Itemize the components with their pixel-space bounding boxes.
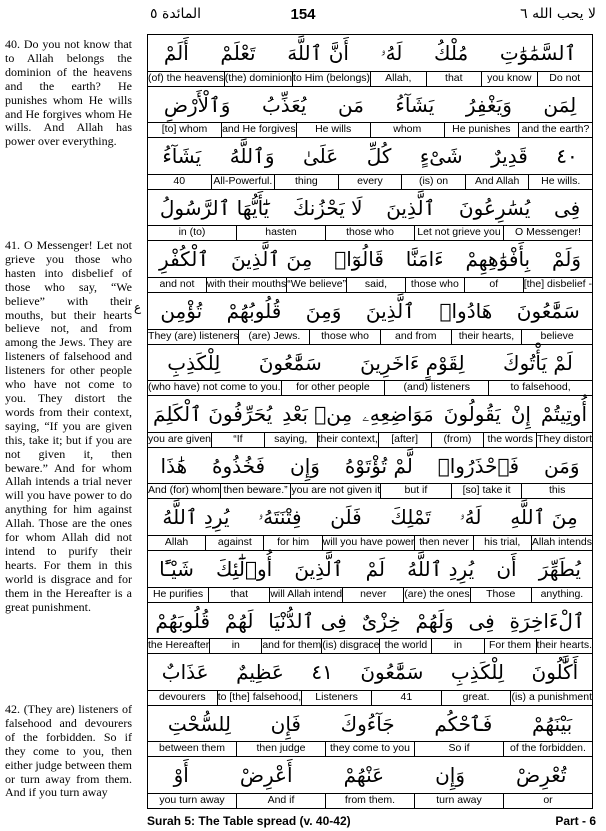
english-word: hasten <box>236 226 325 240</box>
arabic-word: وَإِن <box>435 763 466 788</box>
english-line <box>148 535 592 550</box>
arabic-word: لَّمْ تُؤْتَوْهُ <box>344 453 413 478</box>
english-word: you are given <box>147 432 212 445</box>
english-word: anything. <box>531 588 592 602</box>
verse-row <box>147 137 593 190</box>
arabic-word: فِى ٱلدُّنْيَا <box>268 608 347 633</box>
arabic-word: يُرِدِ ٱللَّهُ <box>407 557 475 581</box>
arabic-line <box>148 551 592 587</box>
verse-row <box>147 292 593 345</box>
arabic-word: مَوَاضِعِهِۦ <box>362 402 434 427</box>
english-word: [the] disbelief - <box>523 277 592 290</box>
english-word: [to] whom <box>161 123 208 136</box>
arabic-word: شَىْءٍ <box>419 144 463 169</box>
english-word: the world <box>379 639 431 653</box>
juz-name-arabic: لا يحب الله ٦ <box>520 6 596 22</box>
footer-title: Surah 5: The Table spread (v. 40-42) <box>147 814 351 828</box>
arabic-word: سَمَّٰعُونَ <box>516 299 580 323</box>
english-word: in <box>209 639 261 653</box>
arabic-line <box>148 138 592 174</box>
english-line <box>148 587 592 602</box>
verse-row <box>147 86 593 139</box>
arabic-word: قَالُوٓا۟ <box>334 247 384 272</box>
english-word: those who <box>309 330 380 344</box>
english-word: They distort <box>537 432 592 445</box>
arabic-line <box>148 448 592 484</box>
arabic-word: عَلَىٰ <box>302 144 339 169</box>
english-word: (is) on <box>401 175 465 189</box>
english-word: their hearts, <box>451 330 522 344</box>
english-word: to Him (belongs) <box>293 71 371 84</box>
english-word: then judge <box>236 742 325 756</box>
verse-row <box>147 34 593 87</box>
english-word: He purifies <box>152 587 204 600</box>
arabic-word: ٱلسَّمَٰوَٰتِ <box>499 41 577 65</box>
arabic-word: أُوتِيتُمْ <box>540 402 588 427</box>
arabic-line <box>148 499 592 535</box>
verse-row <box>147 756 593 809</box>
arabic-word: أَوْ <box>173 763 189 788</box>
arabic-word: قَدِيرٌ <box>491 144 528 169</box>
verse-row <box>147 653 593 706</box>
arabic-word: سَمَّٰعُونَ <box>258 350 322 375</box>
english-word: For them <box>484 639 536 653</box>
page-footer <box>0 812 606 831</box>
english-word: He wills. <box>528 175 592 189</box>
arabic-word: أَلَمْ <box>163 41 189 65</box>
verse-row <box>147 240 593 293</box>
english-word: So if <box>414 742 503 756</box>
english-word: to [the] falsehood, <box>217 690 302 703</box>
english-line <box>148 483 592 498</box>
english-word: with their mouths <box>206 277 287 290</box>
english-word: every <box>338 175 402 189</box>
arabic-word: يُعَذِّبُ <box>261 92 307 117</box>
arabic-line <box>148 345 592 381</box>
english-word: 40 <box>173 174 186 187</box>
english-word: and for them <box>262 639 322 652</box>
english-word: And (for) whom <box>147 484 220 497</box>
english-line <box>148 690 592 705</box>
arabic-word: يَقُولُونَ <box>443 402 501 427</box>
arabic-word: وَإِن <box>290 453 320 478</box>
english-word: (the) dominion <box>224 71 293 84</box>
arabic-word: عَذَابٌ <box>161 660 209 685</box>
english-word: They (are) listeners <box>148 329 239 342</box>
english-word: O Messenger! <box>503 226 592 240</box>
english-word: whom <box>370 123 444 137</box>
english-word: between them <box>159 742 225 755</box>
arabic-word: مَن <box>337 92 364 117</box>
arabic-word: قُلُوبَهُمْ <box>155 608 211 633</box>
arabic-line <box>148 87 592 123</box>
english-word: that <box>208 588 269 602</box>
english-word: and the earth? <box>518 123 592 137</box>
arabic-word: جَآءُوكَ <box>340 711 395 736</box>
english-word: (from) <box>431 433 484 447</box>
arabic-word: لِلسُّحْتِ <box>167 711 231 736</box>
arabic-word: شَيْـًٔا <box>159 557 194 581</box>
arabic-word: ٤١ <box>311 660 333 685</box>
english-line <box>148 741 592 756</box>
arabic-word: فِتْنَتَهُۥ <box>258 505 302 530</box>
arabic-word: يُطَهِّرَ <box>538 557 581 581</box>
english-word: (are) Jews. <box>238 330 309 344</box>
english-word: their hearts. <box>536 639 592 652</box>
english-word: Allah <box>164 535 189 548</box>
english-word: “If <box>211 433 264 447</box>
english-word: And Allah <box>465 175 529 189</box>
arabic-word: لِمَن <box>543 92 577 117</box>
english-word: to falsehood, <box>488 381 592 395</box>
verse-row <box>147 498 593 551</box>
arabic-word: أَكَّٰلُونَ <box>531 660 579 685</box>
ruku-mark: ع <box>134 300 142 314</box>
arabic-word: أَنَّ ٱللَّهَ <box>287 41 349 65</box>
english-word: of the forbidden. <box>503 742 592 756</box>
arabic-line <box>148 190 592 226</box>
word-by-word-grid <box>147 34 593 808</box>
english-line <box>148 225 592 240</box>
arabic-word: تُؤْمِن <box>160 299 203 323</box>
english-word: that <box>426 72 481 86</box>
arabic-word: فَخُذُوهُ <box>212 453 266 478</box>
english-word: those who <box>405 278 464 292</box>
arabic-word: وَيَغْفِرُ <box>465 92 512 117</box>
english-word: their context, <box>317 432 378 445</box>
english-word: (is) disgrace <box>322 639 380 652</box>
arabic-word: عَنْهُمْ <box>343 763 385 788</box>
english-word: All-Powerful. <box>211 175 275 189</box>
arabic-word: هَادُوا۟ <box>439 299 493 323</box>
arabic-word: وَٱلْأَرْضِ <box>163 92 231 117</box>
english-word: devourers <box>158 690 206 703</box>
arabic-word: وَلَمْ <box>552 247 582 272</box>
english-word: Listeners <box>301 691 371 705</box>
english-word: those who <box>325 226 414 240</box>
english-word: for him <box>263 536 321 550</box>
arabic-word: ٤٠ <box>556 144 578 169</box>
english-word: [so] take it <box>451 484 522 498</box>
english-word: And if <box>236 794 325 808</box>
page-number: 154 <box>290 6 316 23</box>
arabic-word: لَمْ يَأْتُوكَ <box>502 350 573 375</box>
english-word: Allah intends <box>531 535 592 548</box>
english-word: for other people <box>281 381 385 395</box>
arabic-word: هَٰذَا <box>160 453 188 478</box>
arabic-word: أُو۟لَٰٓئِكَ <box>216 557 273 581</box>
arabic-word: لَمْ <box>365 557 385 581</box>
arabic-word: عَظِيمٌ <box>236 660 284 685</box>
english-word: against <box>205 536 263 550</box>
arabic-word: مِنَ ٱللَّهِ <box>510 505 578 530</box>
arabic-word: يُسَٰرِعُونَ <box>458 195 531 220</box>
english-word: thing <box>274 175 338 189</box>
english-word: and He forgives <box>222 123 296 136</box>
arabic-word: لَهُۥ <box>459 505 482 530</box>
arabic-line <box>148 35 592 71</box>
english-word: will you have power <box>322 535 415 548</box>
arabic-word: فَإِن <box>270 711 301 736</box>
translation-verse-42: 42. (They are) listeners of falsehood and devourers of the forbidden. So if they come to you, then either judge between them or turn away from them. And if you turn away <box>5 702 132 800</box>
arabic-line <box>148 396 592 432</box>
translation-column <box>5 38 132 808</box>
surah-name-arabic: المائدة ٥ <box>150 6 202 22</box>
english-word: in (to) <box>178 226 206 239</box>
english-word: this <box>521 484 592 498</box>
arabic-word: ٱلْكُفْرِ <box>159 247 210 272</box>
page-header <box>0 0 606 32</box>
arabic-word: خِزْىٌ <box>361 608 401 633</box>
arabic-word: سَمَّٰعُونَ <box>360 660 424 685</box>
verse-row <box>147 602 593 655</box>
arabic-line <box>148 293 592 329</box>
verse-row <box>147 395 593 448</box>
arabic-word: فَٱحْذَرُوا۟ <box>437 453 520 478</box>
english-word: his trial, <box>473 536 531 550</box>
arabic-word: لِلْكَذِبِ <box>167 350 221 375</box>
english-word: they come to you <box>325 742 414 756</box>
arabic-word: ٱلَّذِينَ <box>294 557 344 581</box>
arabic-word: مِنَ ٱلَّذِينَ <box>230 247 313 272</box>
english-word: Do not <box>537 72 592 86</box>
english-word: and not <box>159 277 195 290</box>
english-word: (is) a punishment <box>511 690 592 703</box>
arabic-word: يُرِدِ ٱللَّهُ <box>162 505 230 530</box>
arabic-word: بَيْنَهُمْ <box>532 711 573 736</box>
english-line <box>148 380 592 395</box>
english-word: Allah, <box>370 72 425 86</box>
arabic-word: أَعْرِضْ <box>239 763 293 788</box>
arabic-word: فَٱحْكُم <box>434 711 493 736</box>
arabic-word: يَٰٓأَيُّهَا ٱلرَّسُولُ <box>159 195 270 220</box>
arabic-line <box>148 241 592 277</box>
english-word: (and) listeners <box>384 381 488 395</box>
arabic-word: تَمْلِكَ <box>390 505 431 530</box>
translation-verse-41: 41. O Messenger! Let not grieve you those who hasten into disbelief of those who say, “We believe” with their mouths, but their hearts believe not, and from among the Jews. They are listeners of falsehood and listeners for other people who have not come to you. They distort the words from their context, saying, “If you are given this, take it; but if you are not given it, then beware.” And for whom Allah intends a trial never will you have power to do anything for him against Allah. Those are the ones for whom Allah did not intend to purify their hearts. For them in this world is disgrace and for them in the Hereafter is a great punishment. <box>5 238 132 614</box>
arabic-word: لَهُمْ <box>224 608 254 633</box>
english-word: never <box>342 588 403 602</box>
english-word: Let not grieve you <box>414 226 503 240</box>
arabic-word: بِأَفْوَٰهِهِمْ <box>465 247 531 272</box>
arabic-word: ءَامَنَّا <box>405 247 444 272</box>
english-word: or <box>503 794 592 808</box>
english-word: turn away <box>414 794 503 808</box>
english-word: 41 <box>371 691 441 705</box>
arabic-word: فِى <box>468 608 495 633</box>
arabic-word: وَمِنَ <box>305 299 342 323</box>
english-word: will Allah intend <box>270 587 343 600</box>
translation-verse-40: 40. Do you not know that to Allah belongs the dominion of the heavens and the earth? He punishes whom He wills and He forgives whom He wills. And Allah has power over everything. <box>5 37 132 149</box>
verse-row <box>147 189 593 242</box>
english-word: then beware.” <box>220 484 291 498</box>
arabic-word: وَمَن <box>543 453 580 478</box>
english-word: [after] <box>378 433 431 447</box>
english-word: (of) the heavens <box>148 71 224 84</box>
arabic-word: فِى <box>553 195 581 220</box>
english-word: great. <box>441 691 511 705</box>
english-word: (are) the ones <box>404 587 470 600</box>
english-word: saying, <box>264 433 317 447</box>
arabic-word: كُلِّ <box>366 144 392 169</box>
arabic-word: لَهُۥ <box>380 41 403 65</box>
english-word: from them. <box>325 794 414 808</box>
english-word: then never <box>414 536 472 550</box>
english-word: and from <box>380 330 451 344</box>
arabic-line <box>148 757 592 793</box>
english-word: in <box>431 639 483 653</box>
arabic-line <box>148 603 592 639</box>
arabic-word: مُلْكُ <box>434 41 469 65</box>
english-word: the words <box>483 433 536 447</box>
english-word: believe <box>521 330 592 344</box>
english-word: but if <box>380 484 451 498</box>
arabic-word: تَعْلَمْ <box>220 41 256 65</box>
english-line <box>148 277 592 292</box>
english-word: you know <box>481 72 536 86</box>
arabic-word: تُعْرِضْ <box>516 763 567 788</box>
english-line <box>148 432 592 447</box>
english-word: Those <box>470 588 531 602</box>
arabic-word: مِنۢ بَعْدِ <box>282 402 353 427</box>
english-line <box>148 71 592 86</box>
arabic-word: يَشَآءُ <box>395 92 435 117</box>
arabic-word: قُلُوبُهُمْ <box>226 299 282 323</box>
arabic-word: إِنْ <box>510 402 531 427</box>
verse-row <box>147 447 593 500</box>
arabic-word: لَا يَحْزُنكَ <box>292 195 363 220</box>
arabic-word: يَشَآءُ <box>162 144 202 169</box>
english-word: you are not given it <box>291 484 381 497</box>
english-word: the Hereafter <box>147 639 210 652</box>
english-line <box>148 174 592 189</box>
arabic-line <box>148 706 592 742</box>
english-word: of <box>464 278 523 292</box>
arabic-word: لِقَوْمٍ ءَاخَرِينَ <box>360 350 465 375</box>
arabic-word: يُحَرِّفُونَ ٱلْكَلِمَ <box>153 402 273 427</box>
english-line <box>148 122 592 137</box>
english-word: said, <box>346 278 405 292</box>
arabic-word: ٱلَّذِينَ <box>365 299 415 323</box>
verse-row <box>147 550 593 603</box>
english-line <box>148 638 592 653</box>
arabic-word: ٱلْءَاخِرَةِ <box>509 608 585 633</box>
english-line <box>148 793 592 808</box>
english-line <box>148 329 592 344</box>
arabic-word: وَلَهُمْ <box>415 608 454 633</box>
arabic-word: ٱلَّذِينَ <box>386 195 436 220</box>
footer-part: Part - 6 <box>555 814 596 828</box>
english-word: (who have) not come to you. <box>148 381 281 394</box>
arabic-word: فَلَن <box>330 505 362 530</box>
english-word: you turn away <box>159 793 225 806</box>
verse-row <box>147 705 593 758</box>
english-word: He wills <box>296 123 370 137</box>
english-word: “We believe” <box>287 277 347 290</box>
arabic-word: لِلْكَذِبِ <box>450 660 504 685</box>
arabic-line <box>148 654 592 690</box>
arabic-word: أَن <box>496 557 517 581</box>
arabic-word: وَٱللَّهُ <box>229 144 275 169</box>
verse-row <box>147 344 593 397</box>
english-word: He punishes <box>444 123 518 137</box>
